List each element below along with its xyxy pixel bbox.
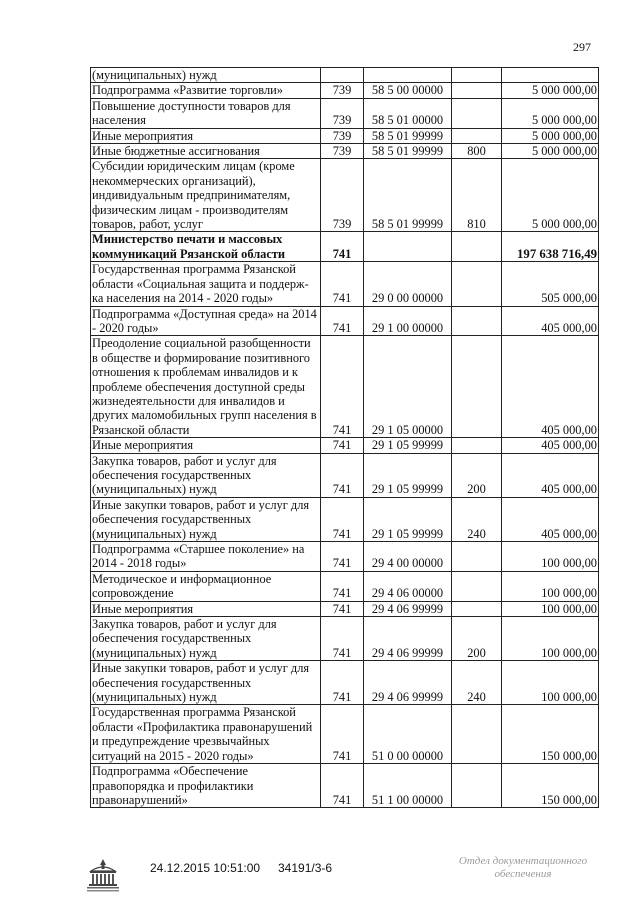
table-row bbox=[91, 617, 599, 661]
cell-department-code: 741 bbox=[321, 661, 364, 705]
cell-target-article: 29 1 05 99999 bbox=[364, 497, 452, 541]
cell-amount: 5 000 000,00 bbox=[502, 98, 599, 128]
cell-name: (муниципальных) нужд bbox=[91, 68, 321, 83]
cell-amount bbox=[502, 68, 599, 83]
cell-amount: 5 000 000,00 bbox=[502, 83, 599, 98]
cell-amount: 5 000 000,00 bbox=[502, 144, 599, 159]
table-row bbox=[91, 764, 599, 808]
cell-expense-type bbox=[452, 438, 502, 453]
cell-name: Подпрограмма «Старшее поколение» на 2014 - 2018 годы» bbox=[91, 542, 321, 572]
cell-target-article: 29 4 06 99999 bbox=[364, 617, 452, 661]
cell-name: Субсидии юридическим лицам (кроме некоммерческих организаций), индивидуальным предпринимателям, физическим лицам - производителям товаров, работ, услуг bbox=[91, 159, 321, 232]
stamp-line: обеспечения bbox=[494, 868, 552, 880]
stamp-line: Отдел документационного bbox=[458, 855, 588, 867]
cell-target-article: 29 1 05 99999 bbox=[364, 438, 452, 453]
cell-target-article bbox=[364, 232, 452, 262]
cell-expense-type bbox=[452, 542, 502, 572]
cell-department-code: 741 bbox=[321, 571, 364, 601]
cell-expense-type bbox=[452, 601, 502, 616]
cell-expense-type bbox=[452, 336, 502, 438]
table-row bbox=[91, 306, 599, 336]
table-row bbox=[91, 661, 599, 705]
department-stamp bbox=[448, 855, 598, 881]
cell-amount: 100 000,00 bbox=[502, 542, 599, 572]
cell-amount: 100 000,00 bbox=[502, 617, 599, 661]
cell-target-article: 29 1 05 99999 bbox=[364, 453, 452, 497]
cell-department-code: 739 bbox=[321, 83, 364, 98]
cell-target-article: 29 4 06 99999 bbox=[364, 661, 452, 705]
cell-expense-type bbox=[452, 705, 502, 764]
table-row bbox=[91, 497, 599, 541]
cell-amount: 100 000,00 bbox=[502, 601, 599, 616]
cell-department-code: 741 bbox=[321, 497, 364, 541]
table-row bbox=[91, 68, 599, 83]
footer-datetime: 24.12.2015 10:51:00 bbox=[150, 861, 261, 875]
cell-department-code: 741 bbox=[321, 542, 364, 572]
cell-amount: 405 000,00 bbox=[502, 336, 599, 438]
cell-target-article bbox=[364, 68, 452, 83]
cell-expense-type bbox=[452, 98, 502, 128]
cell-name: Подпрограмма «Развитие торговли» bbox=[91, 83, 321, 98]
page-number: 297 bbox=[573, 40, 591, 54]
cell-expense-type bbox=[452, 68, 502, 83]
table-row bbox=[91, 144, 599, 159]
cell-department-code: 741 bbox=[321, 262, 364, 306]
cell-expense-type: 800 bbox=[452, 144, 502, 159]
page-footer bbox=[0, 855, 640, 895]
cell-department-code: 741 bbox=[321, 764, 364, 808]
cell-target-article: 29 4 06 99999 bbox=[364, 601, 452, 616]
table-row bbox=[91, 262, 599, 306]
cell-name: Государственная программа Рязанской области «Социальная защита и поддерж-ка населения на 2014 - 2020 годы» bbox=[91, 262, 321, 306]
cell-department-code: 741 bbox=[321, 617, 364, 661]
cell-name: Закупка товаров, работ и услуг для обеспечения государственных (муниципальных) нужд bbox=[91, 453, 321, 497]
cell-expense-type bbox=[452, 306, 502, 336]
cell-target-article: 29 1 00 00000 bbox=[364, 306, 452, 336]
cell-expense-type bbox=[452, 571, 502, 601]
cell-department-code: 741 bbox=[321, 232, 364, 262]
cell-amount: 100 000,00 bbox=[502, 571, 599, 601]
table-row bbox=[91, 438, 599, 453]
cell-name: Преодоление социальной разобщенности в обществе и формирование позитивного отношения к проблемам инвалидов и к проблеме обеспечения доступной среды жизнедеятельности для инвалидов и других маломобильных групп населения в Рязанской области bbox=[91, 336, 321, 438]
budget-table bbox=[90, 67, 599, 808]
cell-department-code: 741 bbox=[321, 601, 364, 616]
cell-department-code: 741 bbox=[321, 306, 364, 336]
cell-name: Методическое и информационное сопровождение bbox=[91, 571, 321, 601]
cell-expense-type: 240 bbox=[452, 661, 502, 705]
cell-department-code: 741 bbox=[321, 453, 364, 497]
cell-target-article: 29 4 06 00000 bbox=[364, 571, 452, 601]
cell-department-code: 739 bbox=[321, 159, 364, 232]
cell-expense-type bbox=[452, 764, 502, 808]
table-row bbox=[91, 542, 599, 572]
table-row bbox=[91, 336, 599, 438]
cell-target-article: 51 0 00 00000 bbox=[364, 705, 452, 764]
cell-amount: 405 000,00 bbox=[502, 497, 599, 541]
cell-expense-type bbox=[452, 262, 502, 306]
table-row bbox=[91, 128, 599, 143]
cell-target-article: 29 1 05 00000 bbox=[364, 336, 452, 438]
cell-target-article: 51 1 00 00000 bbox=[364, 764, 452, 808]
cell-amount: 405 000,00 bbox=[502, 438, 599, 453]
cell-amount: 5 000 000,00 bbox=[502, 159, 599, 232]
cell-amount: 405 000,00 bbox=[502, 453, 599, 497]
table-row bbox=[91, 83, 599, 98]
cell-amount: 150 000,00 bbox=[502, 705, 599, 764]
cell-expense-type bbox=[452, 232, 502, 262]
cell-expense-type: 810 bbox=[452, 159, 502, 232]
cell-department-code: 739 bbox=[321, 144, 364, 159]
cell-name: Иные мероприятия bbox=[91, 601, 321, 616]
cell-amount: 197 638 716,49 bbox=[502, 232, 599, 262]
cell-expense-type: 240 bbox=[452, 497, 502, 541]
cell-target-article: 58 5 01 99999 bbox=[364, 144, 452, 159]
cell-amount: 150 000,00 bbox=[502, 764, 599, 808]
cell-department-code: 739 bbox=[321, 98, 364, 128]
cell-amount: 5 000 000,00 bbox=[502, 128, 599, 143]
cell-name: Иные закупки товаров, работ и услуг для обеспечения государственных (муниципальных) нужд bbox=[91, 497, 321, 541]
cell-name: Подпрограмма «Доступная среда» на 2014 - 2020 годы» bbox=[91, 306, 321, 336]
cell-department-code: 741 bbox=[321, 438, 364, 453]
cell-department-code bbox=[321, 68, 364, 83]
cell-name: Иные закупки товаров, работ и услуг для обеспечения государственных (муниципальных) нужд bbox=[91, 661, 321, 705]
cell-target-article: 29 0 00 00000 bbox=[364, 262, 452, 306]
cell-department-code: 741 bbox=[321, 336, 364, 438]
cell-department-code: 739 bbox=[321, 128, 364, 143]
cell-name: Министерство печати и массовых коммуникаций Рязанской области bbox=[91, 232, 321, 262]
table-row bbox=[91, 159, 599, 232]
table-row bbox=[91, 601, 599, 616]
cell-name: Повышение доступности товаров для населения bbox=[91, 98, 321, 128]
cell-amount: 505 000,00 bbox=[502, 262, 599, 306]
cell-amount: 405 000,00 bbox=[502, 306, 599, 336]
footer-document-number: 34191/3-6 bbox=[278, 861, 333, 875]
cell-amount: 100 000,00 bbox=[502, 661, 599, 705]
table-row bbox=[91, 98, 599, 128]
cell-department-code: 741 bbox=[321, 705, 364, 764]
cell-name: Подпрограмма «Обеспечение правопорядка и профилактики правонарушений» bbox=[91, 764, 321, 808]
cell-name: Иные мероприятия bbox=[91, 438, 321, 453]
cell-name: Государственная программа Рязанской области «Профилактика правонарушений и предупреждение чрезвычайных ситуаций на 2015 - 2020 годы» bbox=[91, 705, 321, 764]
table-row bbox=[91, 571, 599, 601]
cell-expense-type bbox=[452, 128, 502, 143]
cell-name: Иные бюджетные ассигнования bbox=[91, 144, 321, 159]
cell-expense-type bbox=[452, 83, 502, 98]
cell-target-article: 58 5 00 00000 bbox=[364, 83, 452, 98]
cell-name: Иные мероприятия bbox=[91, 128, 321, 143]
table-row bbox=[91, 453, 599, 497]
table-row bbox=[91, 705, 599, 764]
budget-table-body bbox=[91, 68, 599, 808]
cell-expense-type: 200 bbox=[452, 617, 502, 661]
table-row bbox=[91, 232, 599, 262]
cell-target-article: 58 5 01 99999 bbox=[364, 128, 452, 143]
cell-target-article: 29 4 00 00000 bbox=[364, 542, 452, 572]
cell-name: Закупка товаров, работ и услуг для обеспечения государственных (муниципальных) нужд bbox=[91, 617, 321, 661]
cell-target-article: 58 5 01 00000 bbox=[364, 98, 452, 128]
cell-expense-type: 200 bbox=[452, 453, 502, 497]
cell-target-article: 58 5 01 99999 bbox=[364, 159, 452, 232]
parliament-building-icon bbox=[86, 857, 120, 893]
